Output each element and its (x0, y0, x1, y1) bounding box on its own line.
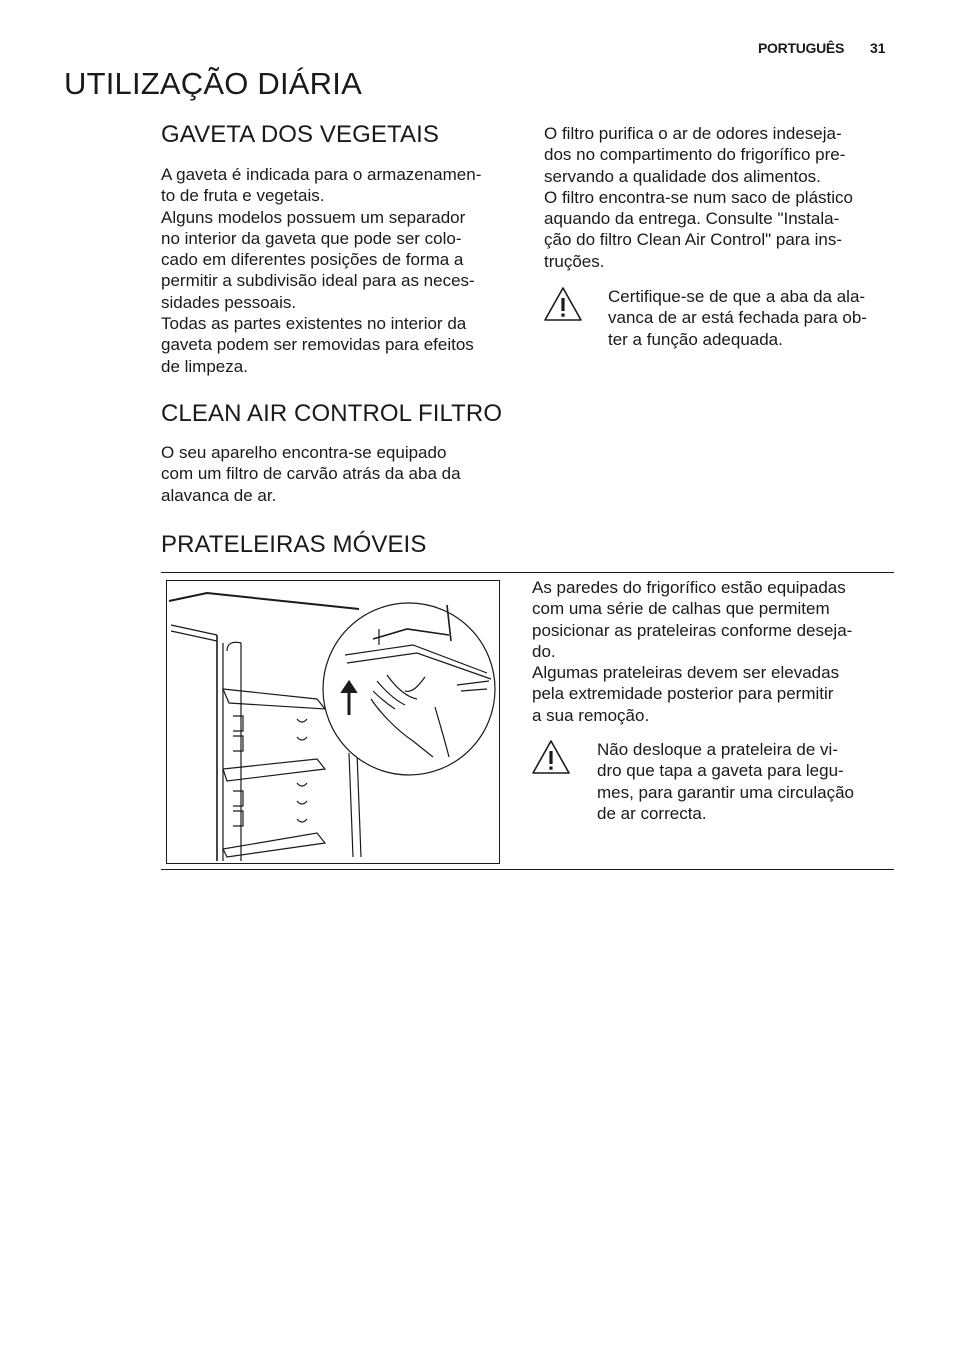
page-number: 31 (870, 40, 886, 56)
heading-gaveta: GAVETA DOS VEGETAIS (161, 121, 439, 148)
prateleiras-text: As paredes do frigorífico estão equipadas com uma série de calhas que permitem posicionar as prateleiras conforme deseja- do. Algumas prateleiras devem ser elevadas pela extremidade posterior para permitir a sua remoção. (532, 578, 853, 725)
warning-text-filtro: Certifique-se de que a aba da ala- vanca de ar está fechada para ob- ter a função adequada. (608, 287, 867, 349)
warning-triangle-icon (531, 739, 571, 775)
filtro-text: O filtro purifica o ar de odores indeseja- dos no compartimento do frigorífico pre- servando a qualidade dos alimentos. O filtro encontra-se num saco de plástico aquando da entrega. Consulte "Instala- ção do filtro Clean Air Control" para ins- truções. (544, 124, 853, 271)
clean-air-text: O seu aparelho encontra-se equipado com um filtro de carvão atrás da aba da alavanca de ar. (161, 443, 461, 505)
fridge-shelf-removal-illustration (167, 581, 499, 863)
section-rule-top (161, 572, 894, 573)
header-language: PORTUGUÊS (758, 40, 844, 56)
warning-triangle-icon (543, 286, 583, 322)
fridge-shelf-illustration (166, 580, 500, 864)
page-title: UTILIZAÇÃO DIÁRIA (64, 66, 362, 101)
section-rule-bottom (161, 869, 894, 870)
gaveta-text: A gaveta é indicada para o armazenamen- to de fruta e vegetais. Alguns modelos possuem um separador no interior da gaveta que pode ser colo- cado em diferentes posições de forma a permitir a subdivisão ideal para as neces- sidades pessoais. Todas as partes existentes no interior da gaveta podem ser removidas para efeitos de limpeza. (161, 165, 482, 376)
heading-prateleiras: PRATELEIRAS MÓVEIS (161, 531, 427, 558)
warning-text-prateleiras: Não desloque a prateleira de vi- dro que tapa a gaveta para legu- mes, para garantir uma circulação de ar correcta. (597, 740, 855, 823)
heading-clean-air: CLEAN AIR CONTROL FILTRO (161, 400, 503, 427)
